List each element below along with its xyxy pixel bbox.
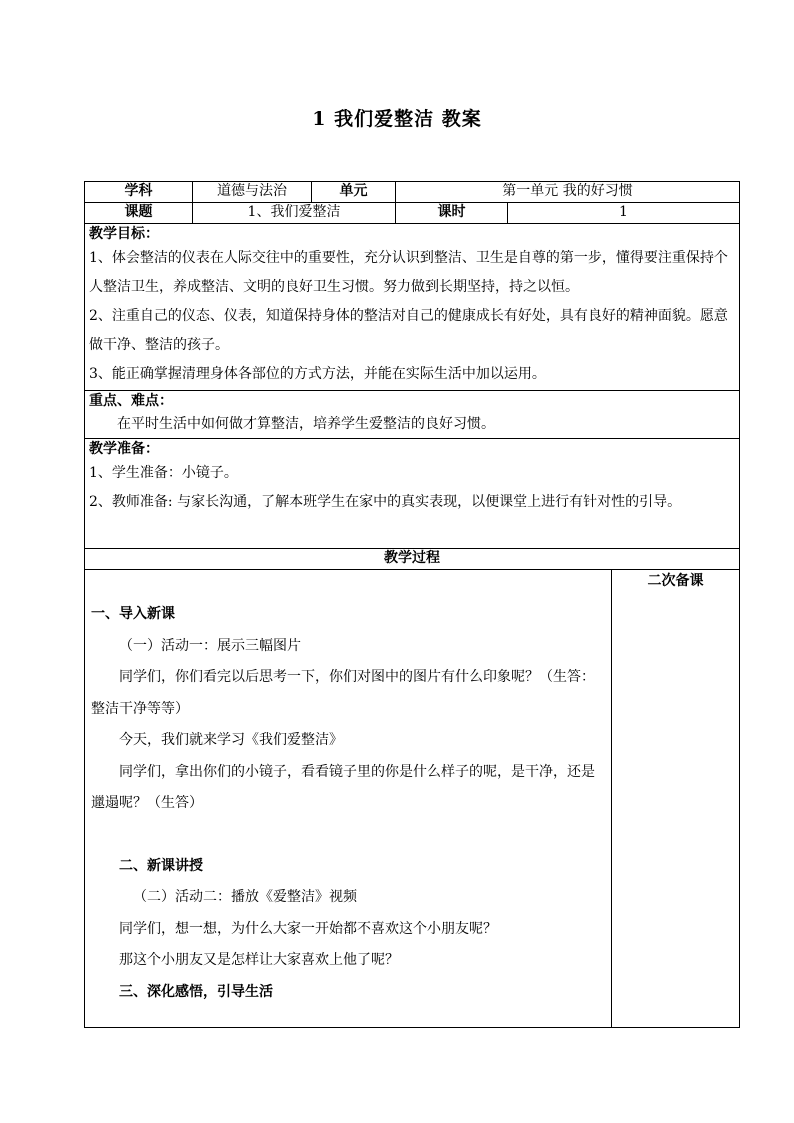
preparation-heading: 教学准备： [89, 441, 159, 457]
preparation-row [85, 439, 740, 549]
objectives-row [85, 224, 740, 391]
keypoints-row [85, 391, 740, 439]
keypoints-text: 在平时生活中如何做才算整洁，培养学生爱整洁的良好习惯。 [117, 416, 495, 432]
section-heading: 二、新课讲授 [119, 857, 203, 874]
preparation-item: 1、学生准备：小镜子。 [89, 465, 238, 481]
page-title: 1 我们爱整洁 教案 [312, 108, 482, 130]
section-heading: 一、导入新课 [91, 606, 175, 622]
process-content [85, 570, 612, 1028]
subject-label: 学科 [85, 182, 193, 203]
process-row [85, 570, 740, 1028]
keypoints-heading: 重点、难点： [89, 393, 173, 409]
unit-value: 第一单元 我的好习惯 [396, 182, 740, 203]
objectives-heading: 教学目标： [89, 226, 159, 242]
activity-line: （一）活动一：展示三幅图片 [119, 637, 301, 654]
topic-label: 课题 [85, 203, 193, 224]
info-row-topic [85, 203, 740, 224]
process-paragraph: 那这个小朋友又是怎样让大家喜欢上他了呢？ [119, 952, 399, 968]
process-paragraph: 同学们，拿出你们的小镜子，看看镜子里的你是什么样子的呢，是干净，还是邋遢呢？（生答） [91, 763, 595, 811]
topic-value: 1、我们爱整洁 [193, 203, 396, 224]
unit-label: 单元 [312, 182, 396, 203]
process-heading: 教学过程 [85, 549, 740, 570]
process-paragraph: 同学们，你们看完以后思考一下，你们对图中的图片有什么印象呢？（生答：整洁干净等等） [91, 669, 595, 717]
lesson-plan-table [84, 181, 740, 1028]
section-heading: 三、深化感悟，引导生活 [119, 983, 273, 1000]
hours-label: 课时 [396, 203, 508, 224]
hours-value: 1 [508, 203, 740, 224]
preparation-item: 2、教师准备: 与家长沟通，了解本班学生在家中的真实表现，以便课堂上进行有针对性的引导。 [89, 494, 682, 510]
objective-item: 1、体会整洁的仪表在人际交往中的重要性，充分认识到整洁、卫生是自尊的第一步，懂得要注重保持个人整洁卫生，养成整洁、文明的良好卫生习惯。努力做到长期坚持，持之以恒。 [89, 250, 728, 295]
blank-line [85, 820, 611, 851]
process-paragraph: 同学们，想一想，为什么大家一开始都不喜欢这个小朋友呢？ [119, 920, 497, 937]
info-row-subject [85, 182, 740, 203]
objective-item: 2、注重自己的仪态、仪表，知道保持身体的整洁对自己的健康成长有好处，具有良好的精神面貌。愿意做干净、整洁的孩子。 [89, 308, 728, 353]
process-heading-row [85, 549, 740, 570]
process-paragraph: 今天，我们就来学习《我们爱整洁》 [119, 732, 343, 748]
activity-line: （二）活动二：播放《爱整洁》视频 [133, 889, 357, 905]
second-prep-column: 二次备课 [612, 570, 740, 1028]
subject-value: 道德与法治 [193, 182, 312, 203]
objective-item: 3、能正确掌握清理身体各部位的方式方法，并能在实际生活中加以运用。 [89, 366, 546, 382]
